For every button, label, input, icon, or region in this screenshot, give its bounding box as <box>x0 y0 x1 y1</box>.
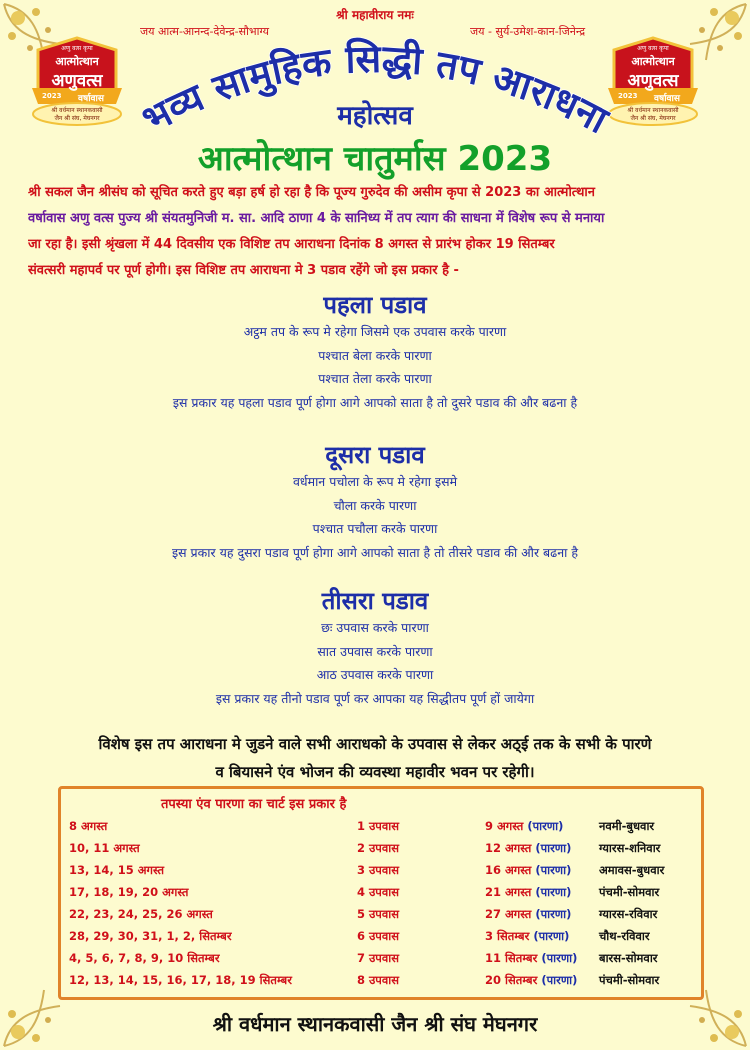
row-parna-date: 16 अगस्त <box>485 863 532 877</box>
row-upvas: 6 उपवास <box>357 929 399 943</box>
table-row <box>61 951 701 973</box>
row-parna-tag: (पारणा) <box>527 819 564 833</box>
chart-heading: तपस्या एंव पारणा का चार्ट इस प्रकार है <box>161 797 347 812</box>
logo-big-text: अणुवत्स <box>51 71 103 91</box>
jay-left-text: जय आत्म-आनन्द-देवेन्द्र-सौभाग्य <box>140 25 269 38</box>
row-parna-date: 3 सितम्बर <box>485 929 530 943</box>
logo-big-text: अणुवत्स <box>627 71 679 91</box>
stage-2 <box>0 440 750 565</box>
stage-line: अट्ठम तप के रूप मे रहेगा जिसमे एक उपवास करके पारणा <box>243 324 507 339</box>
row-days: 13, 14, 15 अगस्त <box>69 863 165 877</box>
stage-heading: तीसरा पडाव <box>321 587 429 615</box>
intro-line: वर्षावास अणु वत्स पुज्य श्री संयतमुनिजी म. सा. आदि ठाणा 4 के सानिध्य में तप त्याग की साधना में विशेष रूप से मनाया <box>28 211 605 226</box>
mahotsav-title: महोत्सव <box>337 101 413 131</box>
special-line: व बियासने एंव भोजन की व्यवस्था महावीर भवन पर रहेगी। <box>215 763 535 781</box>
stage-3 <box>0 586 750 711</box>
stage-line: पश्चात बेला करके पारणा <box>318 347 432 363</box>
main-title-text: भव्य सामुहिक सिद्धी तप आराधना <box>134 36 616 143</box>
row-days: 10, 11 अगस्त <box>69 841 140 855</box>
logo-vas-text: वर्षावास <box>78 94 104 104</box>
logo-sub1-text: श्री वर्धमान स्थानकवासी <box>51 107 103 114</box>
row-parna <box>485 951 577 966</box>
row-upvas: 7 उपवास <box>357 951 399 965</box>
row-tithi: बारस-सोमवार <box>599 951 658 965</box>
row-parna-tag: (पारणा) <box>533 929 570 943</box>
stage-heading: पहला पडाव <box>323 291 427 319</box>
row-parna-date: 12 अगस्त <box>485 841 532 855</box>
tapasya-chart <box>58 786 704 1000</box>
stage-closing: इस प्रकार यह पहला पडाव पूर्ण होगा आगे आपको साता है तो दुसरे पडाव की और बढना है <box>172 394 578 410</box>
logo-vas-text: वर्षावास <box>654 94 680 104</box>
row-tithi: पंचमी-सोमवार <box>599 885 660 899</box>
row-days: 22, 23, 24, 25, 26 अगस्त <box>69 907 213 921</box>
row-parna-tag: (पारणा) <box>535 907 572 921</box>
stage-line: पश्चात पचौला करके पारणा <box>312 521 438 536</box>
row-upvas: 3 उपवास <box>357 863 399 877</box>
row-upvas: 5 उपवास <box>357 907 399 921</box>
stage-heading: दूसरा पडाव <box>325 441 425 469</box>
table-row <box>61 841 701 863</box>
intro-paragraph <box>28 180 728 284</box>
stage-line: आठ उपवास करके पारणा <box>316 667 434 682</box>
footer-sangh-name: श्री वर्धमान स्थानकवासी जैन श्री संघ मेघनगर <box>212 1012 538 1036</box>
table-row <box>61 819 701 841</box>
row-parna-date: 11 सितम्बर <box>485 951 538 965</box>
stage-closing: इस प्रकार यह तीनो पडाव पूर्ण कर आपका यह सिद्धीतप पूर्ण हों जायेगा <box>215 690 535 706</box>
logo-name-text: आत्मोत्थान <box>55 55 99 68</box>
row-parna <box>485 973 577 988</box>
row-parna <box>485 929 569 944</box>
special-line: विशेष इस तप आराधना मे जुडने वाले सभी आराधको के उपवास से लेकर अठ्ई तक के सभी के पारणे <box>98 735 652 753</box>
row-tithi: अमावस-बुधवार <box>599 863 665 877</box>
logo-name-text: आत्मोत्थान <box>631 55 675 68</box>
intro-line: श्री सकल जैन श्रीसंघ को सूचित करते हुए बड़ा हर्ष हो रहा है कि पूज्य गुरुदेव की असीम कृपा से 2023 का आत्मोत्थान <box>28 185 595 200</box>
row-parna-tag: (पारणा) <box>535 885 572 899</box>
row-parna-date: 21 अगस्त <box>485 885 532 899</box>
stage-line: चौला करके पारणा <box>333 497 417 513</box>
row-parna-tag: (पारणा) <box>541 951 578 965</box>
logo-sub1-text: श्री वर्धमान स्थानकवासी <box>627 107 679 114</box>
row-days: 12, 13, 14, 15, 16, 17, 18, 19 सितम्बर <box>69 973 292 987</box>
stage-line: वर्धमान पचोला के रूप मे रहेगा इसमे <box>292 474 458 489</box>
logo-top-text: अणु वत्स कृपा <box>61 45 93 52</box>
row-parna-date: 20 सितम्बर <box>485 973 538 987</box>
row-upvas: 8 उपवास <box>357 973 399 987</box>
row-parna-tag: (पारणा) <box>535 863 572 877</box>
stage-closing: इस प्रकार यह दुसरा पडाव पूर्ण होगा आगे आपको साता है तो तीसरे पडाव की और बढना है <box>172 544 578 560</box>
row-parna <box>485 907 571 922</box>
jay-right-text: जय - सुर्य-उमेश-कान-जिनेन्द्र <box>470 25 586 38</box>
row-tithi: ग्यारस-शनिवार <box>599 841 661 855</box>
intro-line: संवत्सरी महापर्व पर पूर्ण होगी। इस विशिष्ट तप आराधना मे 3 पडाव रहेंगे जो इस प्रकार है - <box>28 263 459 278</box>
table-row <box>61 907 701 929</box>
row-parna <box>485 819 563 834</box>
table-row <box>61 929 701 951</box>
row-upvas: 4 उपवास <box>357 885 399 899</box>
row-days: 28, 29, 30, 31, 1, 2, सितम्बर <box>69 929 232 943</box>
logo-year-text: 2023 <box>42 92 62 100</box>
row-parna <box>485 885 571 900</box>
row-parna <box>485 863 571 878</box>
stage-1 <box>0 290 750 415</box>
logo-sub2-text: जैन श्री संघ, मेघनगर <box>54 115 100 122</box>
row-parna-date: 9 अगस्त <box>485 819 524 833</box>
row-upvas: 2 उपवास <box>357 841 399 855</box>
chaturmas-title: आत्मोत्थान चातुर्मास 2023 <box>197 139 553 179</box>
logo-top-text: अणु वत्स कृपा <box>637 45 669 52</box>
row-days: 8 अगस्त <box>69 819 108 833</box>
row-days: 17, 18, 19, 20 अगस्त <box>69 885 189 899</box>
stage-line: छः उपवास करके पारणा <box>321 620 429 635</box>
special-note <box>20 730 730 786</box>
row-days: 4, 5, 6, 7, 8, 9, 10 सितम्बर <box>69 951 220 965</box>
row-upvas: 1 उपवास <box>357 819 399 833</box>
row-parna-tag: (पारणा) <box>535 841 572 855</box>
invocation-text: श्री महावीराय नमः <box>336 8 414 22</box>
logo-year-text: 2023 <box>618 92 638 100</box>
row-tithi: चौथ-रविवार <box>599 929 650 943</box>
table-row <box>61 885 701 907</box>
row-tithi: नवमी-बुधवार <box>599 819 655 833</box>
table-row <box>61 973 701 995</box>
row-tithi: ग्यारस-रविवार <box>599 907 658 921</box>
row-parna <box>485 841 571 856</box>
table-row <box>61 863 701 885</box>
intro-line: जा रहा है। इसी श्रृंखला में 44 दिवसीय एक विशिष्ट तप आराधना दिनांक 8 अगस्त से प्रारंभ होकर 19 सितम्बर <box>28 237 555 252</box>
row-tithi: पंचमी-सोमवार <box>599 973 660 987</box>
row-parna-date: 27 अगस्त <box>485 907 532 921</box>
row-parna-tag: (पारणा) <box>541 973 578 987</box>
logo-sub2-text: जैन श्री संघ, मेघनगर <box>630 115 676 122</box>
stage-line: सात उपवास करके पारणा <box>317 643 433 659</box>
stage-line: पश्चात तेला करके पारणा <box>318 371 432 386</box>
